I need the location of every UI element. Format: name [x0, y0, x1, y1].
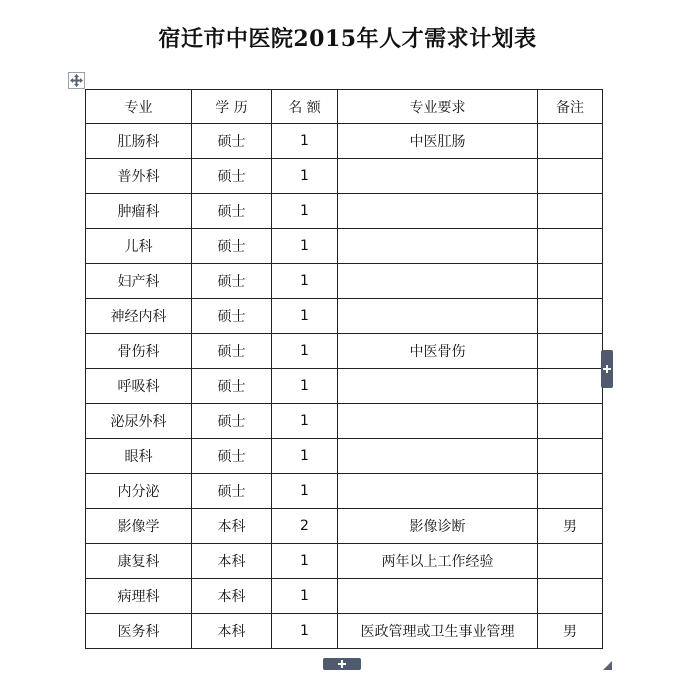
cell-requirement[interactable] [338, 579, 538, 614]
table-row [86, 509, 603, 544]
cell-dept[interactable]: 内分泌 [86, 474, 192, 509]
table-move-handle[interactable] [68, 72, 85, 89]
cell-dept[interactable]: 医务科 [86, 614, 192, 649]
cell-note[interactable] [538, 229, 603, 264]
cell-note[interactable]: 男 [538, 509, 603, 544]
cell-requirement[interactable]: 两年以上工作经验 [338, 544, 538, 579]
header-note: 备注 [538, 90, 603, 124]
cell-quota[interactable]: 1 [272, 334, 338, 369]
cell-quota[interactable]: 1 [272, 194, 338, 229]
cell-dept[interactable]: 神经内科 [86, 299, 192, 334]
cell-dept[interactable]: 康复科 [86, 544, 192, 579]
cell-note[interactable] [538, 544, 603, 579]
header-major: 专业 [86, 90, 192, 124]
cell-dept[interactable]: 呼吸科 [86, 369, 192, 404]
cell-dept[interactable]: 肛肠科 [86, 124, 192, 159]
cell-quota[interactable]: 1 [272, 124, 338, 159]
cell-requirement[interactable] [338, 159, 538, 194]
cell-note[interactable]: 男 [538, 614, 603, 649]
cell-requirement[interactable] [338, 439, 538, 474]
cell-dept[interactable]: 肿瘤科 [86, 194, 192, 229]
cell-note[interactable] [538, 334, 603, 369]
table-row [86, 579, 603, 614]
cell-note[interactable] [538, 579, 603, 614]
table-row [86, 194, 603, 229]
cell-quota[interactable]: 1 [272, 579, 338, 614]
cell-dept[interactable]: 影像学 [86, 509, 192, 544]
cell-note[interactable] [538, 124, 603, 159]
table-row [86, 124, 603, 159]
cell-dept[interactable]: 泌尿外科 [86, 404, 192, 439]
table-row [86, 439, 603, 474]
cell-note[interactable] [538, 264, 603, 299]
table-row [86, 404, 603, 439]
cell-degree[interactable]: 硕士 [192, 264, 272, 299]
header-degree: 学 历 [192, 90, 272, 124]
cell-requirement[interactable] [338, 264, 538, 299]
table-row [86, 229, 603, 264]
cell-dept[interactable]: 眼科 [86, 439, 192, 474]
cell-note[interactable] [538, 439, 603, 474]
header-quota: 名 额 [272, 90, 338, 124]
cell-requirement[interactable] [338, 299, 538, 334]
cell-degree[interactable]: 硕士 [192, 474, 272, 509]
cell-degree[interactable]: 本科 [192, 614, 272, 649]
cell-quota[interactable]: 1 [272, 404, 338, 439]
move-icon [68, 72, 85, 89]
cell-degree[interactable]: 硕士 [192, 194, 272, 229]
cell-note[interactable] [538, 299, 603, 334]
cell-quota[interactable]: 1 [272, 264, 338, 299]
cell-quota[interactable]: 1 [272, 159, 338, 194]
cell-requirement[interactable]: 医政管理或卫生事业管理 [338, 614, 538, 649]
cell-dept[interactable]: 病理科 [86, 579, 192, 614]
cell-requirement[interactable]: 中医肛肠 [338, 124, 538, 159]
cell-note[interactable] [538, 474, 603, 509]
add-column-button[interactable] [601, 350, 613, 388]
table-row [86, 159, 603, 194]
cell-dept[interactable]: 儿科 [86, 229, 192, 264]
cell-requirement[interactable] [338, 229, 538, 264]
cell-requirement[interactable] [338, 369, 538, 404]
plus-icon [323, 658, 361, 670]
cell-requirement[interactable] [338, 474, 538, 509]
cell-degree[interactable]: 硕士 [192, 299, 272, 334]
cell-quota[interactable]: 1 [272, 544, 338, 579]
table-row [86, 474, 603, 509]
cell-degree[interactable]: 本科 [192, 544, 272, 579]
cell-degree[interactable]: 硕士 [192, 334, 272, 369]
talent-plan-table [85, 89, 603, 649]
cell-requirement[interactable]: 中医骨伤 [338, 334, 538, 369]
table-header-row [86, 90, 603, 124]
table-row [86, 264, 603, 299]
cell-note[interactable] [538, 404, 603, 439]
cell-dept[interactable]: 骨伤科 [86, 334, 192, 369]
resize-icon [603, 661, 612, 670]
table-row [86, 614, 603, 649]
cell-requirement[interactable] [338, 194, 538, 229]
header-requirement: 专业要求 [338, 90, 538, 124]
cell-note[interactable] [538, 194, 603, 229]
cell-requirement[interactable]: 影像诊断 [338, 509, 538, 544]
page-title: 宿迁市中医院2015年人才需求计划表 [158, 26, 537, 52]
cell-note[interactable] [538, 159, 603, 194]
table-row [86, 334, 603, 369]
cell-degree[interactable]: 硕士 [192, 159, 272, 194]
cell-degree[interactable]: 本科 [192, 579, 272, 614]
cell-degree[interactable]: 硕士 [192, 229, 272, 264]
cell-note[interactable] [538, 369, 603, 404]
cell-quota[interactable]: 2 [272, 509, 338, 544]
cell-dept[interactable]: 妇产科 [86, 264, 192, 299]
cell-quota[interactable]: 1 [272, 299, 338, 334]
cell-quota[interactable]: 1 [272, 229, 338, 264]
cell-degree[interactable]: 硕士 [192, 369, 272, 404]
cell-requirement[interactable] [338, 404, 538, 439]
cell-degree[interactable]: 本科 [192, 509, 272, 544]
table-resize-handle[interactable] [603, 655, 612, 664]
cell-degree[interactable]: 硕士 [192, 439, 272, 474]
cell-quota[interactable]: 1 [272, 369, 338, 404]
cell-quota[interactable]: 1 [272, 474, 338, 509]
table-row [86, 299, 603, 334]
cell-degree[interactable]: 硕士 [192, 124, 272, 159]
table-row [86, 369, 603, 404]
cell-dept[interactable]: 普外科 [86, 159, 192, 194]
table-row [86, 544, 603, 579]
cell-degree[interactable]: 硕士 [192, 404, 272, 439]
add-row-button[interactable] [323, 655, 361, 667]
plus-icon [601, 350, 613, 388]
cell-quota[interactable]: 1 [272, 439, 338, 474]
cell-quota[interactable]: 1 [272, 614, 338, 649]
